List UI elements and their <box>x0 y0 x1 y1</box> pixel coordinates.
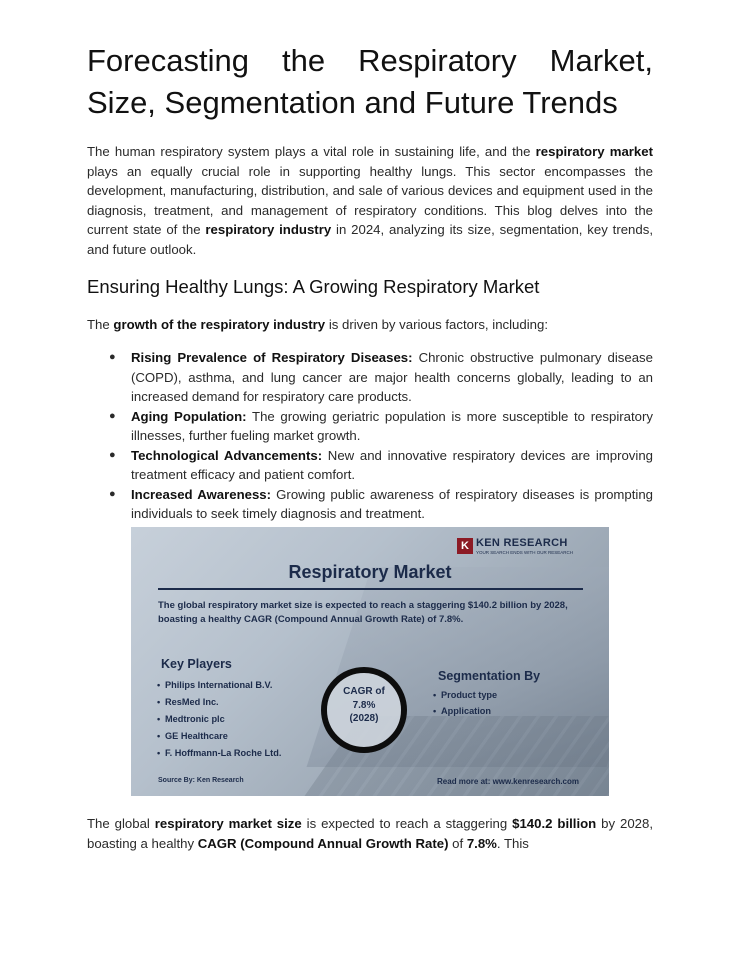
closing-bold-4: 7.8% <box>466 835 497 851</box>
key-players-title: Key Players <box>161 657 232 671</box>
closing-bold-1: respiratory market size <box>154 816 302 831</box>
key-player-item: • F. Hoffmann-La Roche Ltd. <box>157 745 609 762</box>
section-heading: Ensuring Healthy Lungs: A Growing Respiratory Market <box>87 276 540 297</box>
closing-text-5: . This <box>496 835 529 851</box>
list-item <box>87 446 653 485</box>
key-player-item: • Medtronic plc <box>157 711 609 728</box>
segmentation-item: • Product type <box>433 687 609 703</box>
intro-text-2: plays an equally crucial role in supporting healthy lungs. This sector encompasses the development, manufacturing, distribution, and sale of various devices and equipment used in the diagnosis, treatment, and management of respiratory conditions. This blog delves into the current state of the <box>87 163 653 237</box>
key-player-item: • Philips International B.V. <box>157 677 609 694</box>
factor-label: Technological Advancements: <box>131 447 323 463</box>
growth-text-2: is driven by various factors, including: <box>325 317 548 332</box>
closing-text-4: of <box>448 835 467 851</box>
factor-text: Growing public awareness of respiratory diseases is prompting individuals to seek timely diagnosis and treatment. <box>131 486 654 521</box>
cagr-year: (2028) <box>349 713 379 724</box>
bullet-icon: ● <box>109 448 116 461</box>
factor-label: Rising Prevalence of Respiratory Diseases: <box>131 350 413 365</box>
intro-text-1: The human respiratory system plays a vital role in sustaining life, and the <box>87 144 536 159</box>
title-line-1: Forecasting the Respiratory Market, <box>87 43 653 78</box>
intro-bold-1: respiratory market <box>535 144 653 159</box>
logo-tagline: YOUR SEARCH ENDS WITH OUR RESEARCH <box>476 550 574 555</box>
key-player-item: • ResMed Inc. <box>157 694 609 711</box>
respiratory-market-infographic <box>131 527 609 796</box>
title-line-2: Size, Segmentation and Future Trends <box>87 85 618 120</box>
factor-text: Chronic obstructive pulmonary disease (COPD), asthma, and lung cancer are major health concerns globally, leading to an increased demand for respiratory care products. <box>131 350 653 404</box>
intro-paragraph <box>87 142 653 259</box>
infographic-source: Source By: Ken Research <box>158 777 244 784</box>
growth-lead-paragraph <box>87 315 653 335</box>
intro-bold-2: respiratory industry <box>205 222 332 237</box>
closing-text-2: is expected to reach a staggering <box>301 816 513 831</box>
title-divider <box>158 588 583 590</box>
closing-bold-3: CAGR (Compound Annual Growth Rate) <box>197 835 449 851</box>
infographic-read-more: Read more at: www.kenresearch.com <box>437 777 579 786</box>
closing-text-1: The global <box>87 816 155 831</box>
bullet-icon: ● <box>109 487 116 500</box>
closing-text-3: by 2028, boasting a healthy <box>87 816 654 851</box>
logo-name: KEN RESEARCH <box>476 537 568 549</box>
factor-label: Increased Awareness: <box>131 486 272 502</box>
cagr-ring <box>321 667 407 753</box>
list-item <box>87 485 653 524</box>
growth-bold: growth of the respiratory industry <box>113 317 326 332</box>
infographic-description: The global respiratory market size is expected to reach a staggering $140.2 billion by 2028, boasting a healthy CAGR (Compound Annual Growth Rate) of 7.8%. <box>158 600 568 625</box>
ken-research-logo <box>457 537 574 559</box>
logo-mark-icon: K <box>457 538 473 554</box>
infographic-title: Respiratory Market <box>288 562 452 582</box>
growth-text-1: The <box>87 317 114 332</box>
page-title <box>87 40 653 124</box>
factor-text: The growing geriatric population is more susceptible to respiratory illnesses, further fueling market growth. <box>131 408 653 443</box>
segmentation-title: Segmentation By <box>438 669 541 683</box>
segmentation-list <box>433 687 609 719</box>
growth-factors-list <box>87 348 653 524</box>
segmentation-item: • Application <box>433 703 609 719</box>
closing-paragraph <box>87 814 653 853</box>
intro-text-3: in 2024, analyzing its size, segmentation, key trends, and future outlook. <box>87 222 653 257</box>
closing-bold-2: $140.2 billion <box>512 816 597 831</box>
bullet-icon: ● <box>109 351 116 363</box>
list-item <box>87 348 653 407</box>
cagr-label: CAGR of <box>343 686 385 697</box>
key-player-item: • GE Healthcare <box>157 728 609 745</box>
factor-label: Aging Population: <box>131 408 247 424</box>
factor-text: New and innovative respiratory devices are improving treatment efficacy and patient comfort. <box>131 447 654 482</box>
cagr-value: 7.8% <box>352 699 376 711</box>
bullet-icon: ● <box>109 409 116 422</box>
list-item <box>87 407 653 446</box>
